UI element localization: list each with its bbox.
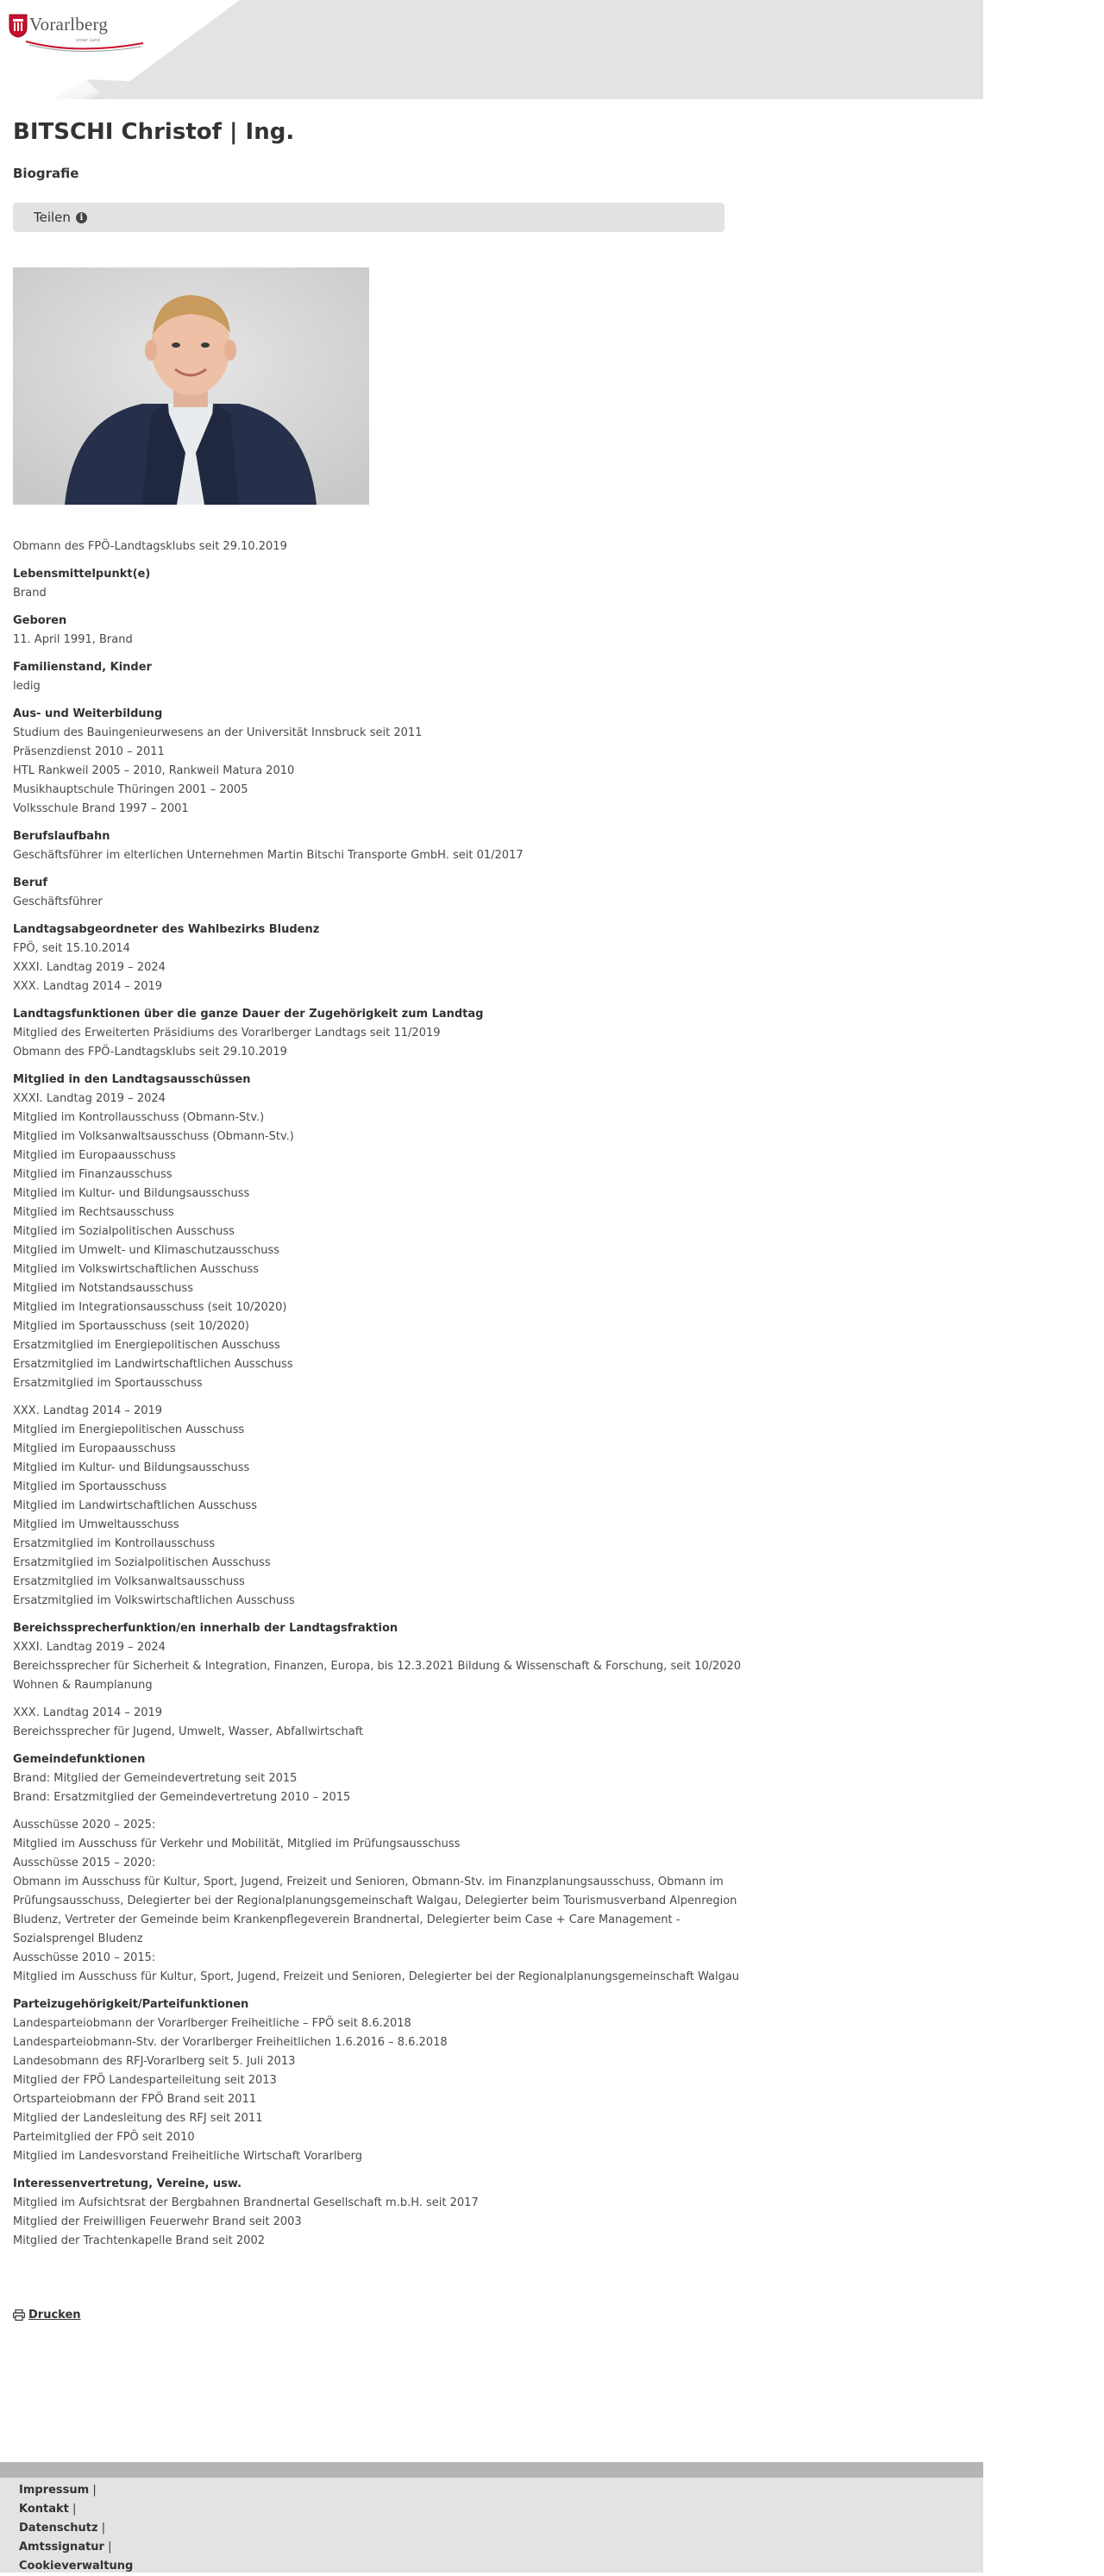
footer-separator: |	[108, 2541, 112, 2554]
spokesperson-section	[13, 1619, 746, 1742]
list-line: Mitglied im Umweltausschuss	[13, 1518, 179, 1531]
section-line: ledig	[13, 680, 41, 693]
list-line: Ausschüsse 2010 – 2015:	[13, 1951, 156, 1964]
section-heading: Parteizugehörigkeit/Parteifunktionen	[13, 1998, 249, 2011]
list-line: Ersatzmitglied im Volksanwaltsausschuss	[13, 1575, 245, 1588]
municipal-list-brand	[13, 1769, 746, 1807]
list-line: Mitglied im Ausschuss für Kultur, Sport, Jugend, Freizeit und Senioren, Delegierter bei der Regionalplanungsgemeinschaft Walgau	[13, 1970, 740, 1983]
share-label: Teilen	[34, 210, 71, 225]
amtssignatur-link[interactable]: Amtssignatur	[19, 2541, 104, 2554]
list-line: Mitglied im Landwirtschaftlichen Ausschuss	[13, 1499, 257, 1512]
list-line: Mitglied im Aufsichtsrat der Bergbahnen Brandnertal Gesellschaft m.b.H. seit 2017	[13, 2196, 479, 2209]
associations-list	[13, 2194, 746, 2251]
spokesperson-list-xxxi	[13, 1638, 746, 1695]
footer-separator: |	[72, 2503, 77, 2516]
impressum-link[interactable]: Impressum	[19, 2484, 90, 2497]
bio-section	[13, 1005, 746, 1062]
section-heading: Interessenvertretung, Vereine, usw.	[13, 2177, 242, 2190]
print-link[interactable]	[13, 2309, 81, 2322]
portrait-illustration	[13, 267, 369, 505]
associations-section	[13, 2175, 746, 2251]
page-subtitle: Biografie	[13, 166, 79, 181]
municipal-section	[13, 1750, 746, 1987]
list-line: Ersatzmitglied im Volkswirtschaftlichen Ausschuss	[13, 1594, 295, 1607]
section-line: Studium des Bauingenieurwesens an der Universität Innsbruck seit 2011	[13, 726, 423, 739]
bio-section	[13, 920, 746, 996]
section-line: Geschäftsführer	[13, 895, 103, 908]
party-list	[13, 2014, 746, 2166]
bio-section	[13, 612, 746, 650]
section-line: Musikhauptschule Thüringen 2001 – 2005	[13, 783, 248, 796]
list-line: Mitglied im Kontrollausschuss (Obmann-Stv.)	[13, 1111, 265, 1124]
list-line: Mitglied der FPÖ Landesparteileitung seit 2013	[13, 2074, 277, 2087]
spokesperson-list-xxx	[13, 1704, 746, 1742]
portrait-photo	[13, 267, 369, 505]
datenschutz-link[interactable]: Datenschutz	[19, 2522, 98, 2535]
section-line: Geschäftsführer im elterlichen Unternehmen Martin Bitschi Transporte GmbH. seit 01/2017	[13, 849, 524, 862]
list-line: Brand: Ersatzmitglied der Gemeindevertretung 2010 – 2015	[13, 1791, 351, 1804]
bio-intro: Obmann des FPÖ-Landtagsklubs seit 29.10.2019	[13, 540, 287, 553]
section-line: 11. April 1991, Brand	[13, 633, 133, 646]
footer-item	[19, 2481, 133, 2500]
list-line: Ersatzmitglied im Sozialpolitischen Ausschuss	[13, 1556, 271, 1569]
section-line: FPÖ, seit 15.10.2014	[13, 942, 130, 955]
page-title: BITSCHI Christof | Ing.	[13, 119, 295, 145]
list-line: Mitglied im Europaausschuss	[13, 1149, 176, 1162]
list-line: Mitglied der Landesleitung des RFJ seit 2011	[13, 2112, 263, 2125]
coat-of-arms-icon	[9, 14, 28, 38]
cookieverwaltung-link[interactable]: Cookieverwaltung	[19, 2560, 134, 2573]
party-section	[13, 1995, 746, 2166]
section-heading: Landtagsabgeordneter des Wahlbezirks Bludenz	[13, 923, 320, 936]
committee-list-xxxi	[13, 1090, 746, 1393]
footer-links	[19, 2481, 133, 2576]
committees-section	[13, 1071, 746, 1611]
list-line: Mitglied im Umwelt- und Klimaschutzausschuss	[13, 1244, 280, 1257]
list-line: Ausschüsse 2020 – 2025:	[13, 1819, 156, 1831]
biography	[13, 537, 746, 2251]
section-heading: Gemeindefunktionen	[13, 1753, 146, 1766]
section-line: Brand	[13, 587, 47, 600]
bio-section	[13, 565, 746, 603]
section-line: Mitglied des Erweiterten Präsidiums des Vorarlberger Landtags seit 11/2019	[13, 1027, 441, 1040]
list-line: Landesparteiobmann-Stv. der Vorarlberger Freiheitlichen 1.6.2016 – 8.6.2018	[13, 2036, 448, 2049]
list-line: Mitglied der Trachtenkapelle Brand seit 2002	[13, 2234, 265, 2247]
list-line: Ortsparteiobmann der FPÖ Brand seit 2011	[13, 2093, 257, 2106]
list-line: Mitglied im Finanzausschuss	[13, 1168, 172, 1181]
footer-separator: |	[92, 2484, 97, 2497]
logo-text: Vorarlberg	[29, 14, 109, 35]
list-line: Mitglied im Notstandsausschuss	[13, 1282, 193, 1295]
section-line: HTL Rankweil 2005 – 2010, Rankweil Matura 2010	[13, 764, 295, 777]
footer-item	[19, 2500, 133, 2519]
list-line: Landesparteiobmann der Vorarlberger Freiheitliche – FPÖ seit 8.6.2018	[13, 2017, 411, 2030]
bio-section	[13, 658, 746, 696]
print-label: Drucken	[28, 2309, 81, 2322]
section-heading: Beruf	[13, 876, 48, 889]
list-line: Mitglied im Sportausschuss	[13, 1480, 167, 1493]
section-heading: Lebensmittelpunkt(e)	[13, 568, 151, 581]
list-line: Mitglied im Rechtsausschuss	[13, 1206, 174, 1219]
list-line: Bereichssprecher für Jugend, Umwelt, Wasser, Abfallwirtschaft	[13, 1725, 364, 1738]
list-line: Ausschüsse 2015 – 2020:	[13, 1857, 156, 1869]
share-button[interactable]	[13, 203, 724, 232]
list-line: XXX. Landtag 2014 – 2019	[13, 1706, 163, 1719]
bio-section	[13, 705, 746, 819]
footer-item	[19, 2538, 133, 2557]
list-line: Mitglied im Kultur- und Bildungsausschuss	[13, 1461, 250, 1474]
section-line: Volksschule Brand 1997 – 2001	[13, 802, 189, 815]
list-line: Mitglied im Kultur- und Bildungsausschuss	[13, 1187, 250, 1200]
site-footer	[0, 2478, 983, 2573]
list-line: Bereichssprecher für Sicherheit & Integration, Finanzen, Europa, bis 12.3.2021 Bildung & Wissenschaft & Forschung, seit 10/2020 Wohnen & Raumplanung	[13, 1660, 742, 1692]
section-line: Präsenzdienst 2010 – 2011	[13, 745, 165, 758]
list-line: Mitglied im Europaausschuss	[13, 1442, 176, 1455]
section-heading: Aus- und Weiterbildung	[13, 707, 163, 720]
kontakt-link[interactable]: Kontakt	[19, 2503, 69, 2516]
list-line: Ersatzmitglied im Kontrollausschuss	[13, 1537, 216, 1550]
list-line: Parteimitglied der FPÖ seit 2010	[13, 2131, 195, 2144]
list-line: Mitglied im Ausschuss für Verkehr und Mobilität, Mitglied im Prüfungsausschuss	[13, 1838, 461, 1850]
municipal-list-committees	[13, 1816, 746, 1987]
section-heading: Familienstand, Kinder	[13, 661, 152, 674]
footer-separator: |	[101, 2522, 106, 2535]
list-line: XXXI. Landtag 2019 – 2024	[13, 1092, 166, 1105]
bio-section	[13, 827, 746, 865]
list-line: Ersatzmitglied im Energiepolitischen Ausschuss	[13, 1339, 280, 1352]
section-heading: Mitglied in den Landtagsausschüssen	[13, 1073, 251, 1086]
section-heading: Berufslaufbahn	[13, 830, 110, 843]
list-line: Landesobmann des RFJ-Vorarlberg seit 5. Juli 2013	[13, 2055, 296, 2068]
section-heading: Geboren	[13, 614, 67, 627]
list-line: Brand: Mitglied der Gemeindevertretung seit 2015	[13, 1772, 298, 1785]
section-line: XXX. Landtag 2014 – 2019	[13, 980, 163, 993]
list-line: XXX. Landtag 2014 – 2019	[13, 1404, 163, 1417]
section-line: XXXI. Landtag 2019 – 2024	[13, 961, 166, 974]
footer-item	[19, 2519, 133, 2538]
committee-list-xxx	[13, 1402, 746, 1611]
section-heading: Landtagsfunktionen über die ganze Dauer der Zugehörigkeit zum Landtag	[13, 1008, 484, 1021]
list-line: XXXI. Landtag 2019 – 2024	[13, 1641, 166, 1654]
list-line: Mitglied im Integrationsausschuss (seit 10/2020)	[13, 1301, 287, 1314]
list-line: Obmann im Ausschuss für Kultur, Sport, Jugend, Freizeit und Senioren, Obmann-Stv. im Finanzplanungsausschuss, Obmann im Prüfungsausschuss, Delegierter bei der Regionalplanungsgemeinschaft Walgau, Delegierter beim Tourismusverband Alpenregion Bludenz, Vertreter der Gemeinde beim Krankenpflegeverein Brandnertal, Delegierter beim Case + Care Management - Sozialsprengel Bludenz	[13, 1875, 737, 1945]
logo-subtext: unser Land	[76, 38, 100, 43]
list-line: Ersatzmitglied im Landwirtschaftlichen Ausschuss	[13, 1358, 293, 1371]
list-line: Mitglied im Sozialpolitischen Ausschuss	[13, 1225, 235, 1238]
list-line: Mitglied im Volksanwaltsausschuss (Obmann-Stv.)	[13, 1130, 294, 1143]
vorarlberg-logo[interactable]	[7, 7, 145, 55]
footer-item	[19, 2557, 133, 2576]
footer-divider-bar	[0, 2462, 983, 2478]
list-line: Mitglied im Landesvorstand Freiheitliche Wirtschaft Vorarlberg	[13, 2150, 363, 2163]
section-heading: Bereichssprecherfunktion/en innerhalb der Landtagsfraktion	[13, 1622, 398, 1635]
bio-section	[13, 874, 746, 912]
list-line: Mitglied der Freiwilligen Feuerwehr Brand seit 2003	[13, 2215, 302, 2228]
print-icon	[13, 2309, 25, 2321]
list-line: Mitglied im Volkswirtschaftlichen Ausschuss	[13, 1263, 260, 1276]
info-icon: i	[76, 212, 87, 223]
list-line: Mitglied im Energiepolitischen Ausschuss	[13, 1423, 245, 1436]
section-line: Obmann des FPÖ-Landtagsklubs seit 29.10.2019	[13, 1046, 287, 1059]
list-line: Ersatzmitglied im Sportausschuss	[13, 1377, 203, 1390]
list-line: Mitglied im Sportausschuss (seit 10/2020)	[13, 1320, 249, 1333]
site-header	[0, 0, 983, 99]
